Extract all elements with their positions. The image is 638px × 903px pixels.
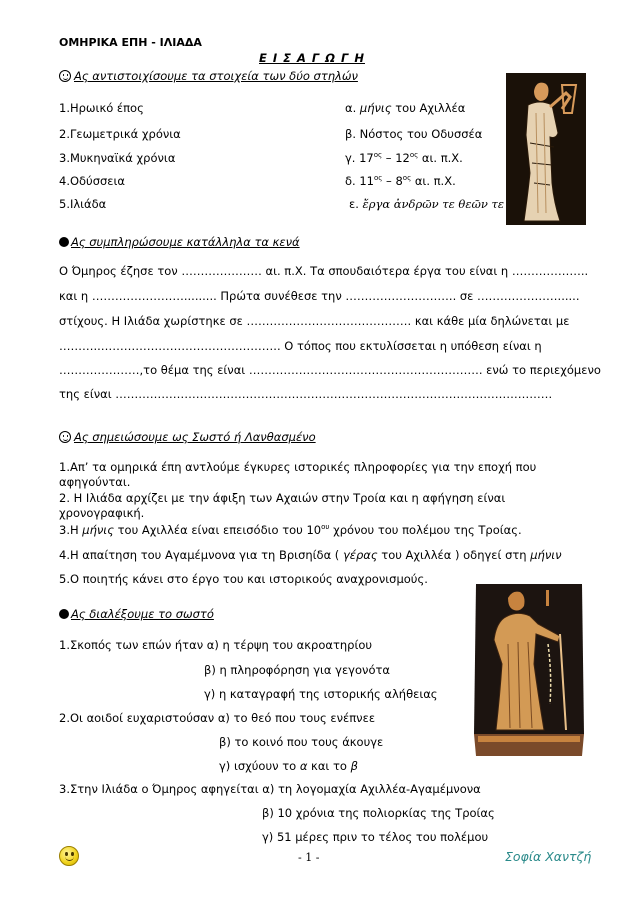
tf-statement-2a: 2. Η Ιλιάδα αρχίζει με την άφιξη των Αχαιών στην Τροία και η αφήγηση είναι (59, 491, 506, 505)
match-left-3: 3.Μυκηναϊκά χρόνια (59, 151, 176, 165)
tf-statement-5: 5.Ο ποιητής κάνει στο έργο του και ιστορικούς αναχρονισμούς. (59, 572, 428, 586)
choice-question-2: 2.Οι αοιδοί ευχαριστούσαν α) το θεό που τους ενέπνεε (59, 711, 376, 725)
document-title: ΟΜΗΡΙΚΑ ΕΠΗ - ΙΛΙΑΔΑ (59, 36, 202, 49)
intro-heading: Ε Ι Σ Α Γ Ω Γ Η (259, 51, 365, 65)
match-left-1: 1.Ηρωικό έπος (59, 101, 144, 115)
choice-1c: γ) η καταγραφή της ιστορικής αλήθειας (204, 687, 438, 701)
tf-statement-4: 4.Η απαίτηση του Αγαμέμνονα για τη Βρισηίδα ( γέρας του Αχιλλέα ) οδηγεί στη μήνιν (59, 548, 562, 562)
greek-vase-figure-image (506, 73, 586, 225)
page-number: - 1 - (298, 851, 320, 864)
tf-statement-3: 3.Η μήνις του Αχιλλέα είναι επεισόδιο του $10^{o\upsilon}$ χρόνου του πολέμου της Τροίας. (59, 523, 522, 537)
choice-3b: β) 10 χρόνια της πολιορκίας της Τροίας (262, 806, 495, 820)
fill-line-1: Ο Όμηρος έζησε τον ………………… αι. π.Χ. Τα σπουδαιότερα έργα του είναι η ……………….. (59, 264, 589, 278)
match-right-d: δ. $11^{o\varsigma} - 8^{o\varsigma}$ αι. π.Χ. (345, 174, 456, 188)
section4-heading: Ας διαλέξουμε το σωστό (59, 607, 214, 621)
fill-line-3: στίχους. Η Ιλιάδα χωρίστηκε σε ……………………………………. και κάθε μία δηλώνεται με (59, 314, 570, 328)
choice-question-1: 1.Σκοπός των επών ήταν α) η τέρψη του ακροατηρίου (59, 638, 373, 652)
smiley-filled-icon (59, 609, 69, 619)
match-left-2: 2.Γεωμετρικά χρόνια (59, 127, 181, 141)
smiley-outline-icon (59, 431, 71, 443)
match-right-a: α. μήνις του Αχιλλέα (345, 101, 466, 115)
tf-statement-1a: 1.Απ’ τα ομηρικά έπη αντλούμε έγκυρες ιστορικές πληροφορίες για την εποχή που (59, 460, 537, 474)
tf-statement-1b: αφηγούνται. (59, 475, 131, 489)
match-right-b: β. Νόστος του Οδυσσέα (345, 127, 483, 141)
smiley-yellow-icon (59, 846, 79, 866)
match-left-4: 4.Οδύσσεια (59, 174, 125, 188)
smiley-outline-icon (59, 70, 71, 82)
fill-line-5: …………………,το θέμα της είναι ……………………………………………………. ενώ το περιεχόμενο (59, 363, 601, 377)
choice-1b: β) η πληροφόρηση για γεγονότα (204, 663, 390, 677)
choice-2c: γ) ισχύουν το α και το β (219, 759, 358, 773)
tf-statement-2b: χρονογραφική. (59, 506, 145, 520)
fill-line-2: και η ……………………......... Πρώτα συνέθεσε την ……………………….. σε …………………...... (59, 289, 580, 303)
section3-heading: Ας σημειώσουμε ως Σωστό ή Λανθασμένο (59, 430, 316, 444)
choice-3c: γ) 51 μέρες πριν το τέλος του πολέμου (262, 830, 489, 844)
choice-question-3: 3.Στην Ιλιάδα ο Όμηρος αφηγείται α) τη λογομαχία Αχιλλέα-Αγαμέμνονα (59, 782, 481, 796)
match-right-c: γ. $17^{o\varsigma} - 12^{o\varsigma}$ αι. π.Χ. (345, 151, 463, 165)
smiley-filled-icon (59, 237, 69, 247)
author-name: Σοφία Χαντζή (505, 849, 592, 864)
fill-line-4: ………..……………………………………….. Ο τόπος που εκτυλίσσεται η υπόθεση είναι η (59, 339, 542, 353)
match-left-5: 5.Ιλιάδα (59, 197, 107, 211)
section2-heading: Ας συμπληρώσουμε κατάλληλα τα κενά (59, 235, 300, 249)
choice-2b: β) το κοινό που τους άκουγε (219, 735, 384, 749)
match-right-e: ε. ἔργα ἀνδρῶν τε θεῶν τε (349, 197, 505, 211)
fill-line-6: της είναι …………………………………………………………………………………………………… (59, 387, 553, 401)
section1-heading: Ας αντιστοιχίσουμε τα στοιχεία των δύο στηλών (59, 69, 358, 83)
red-figure-vase-image (474, 584, 584, 756)
